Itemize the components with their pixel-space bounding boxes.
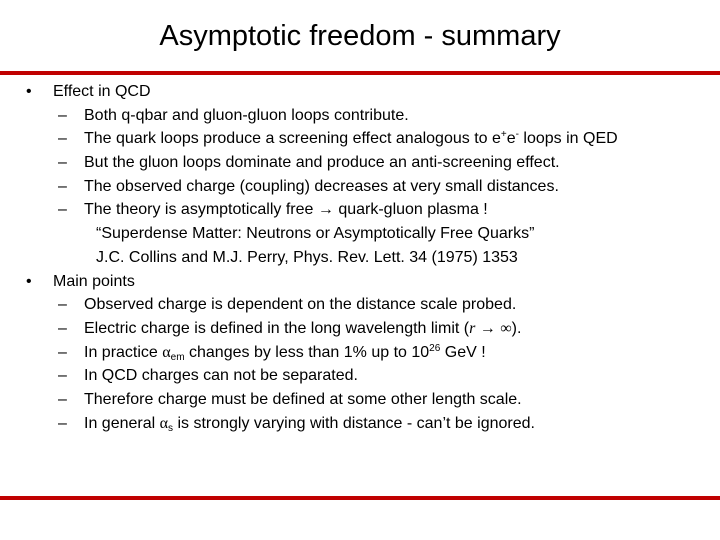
sub-item-text: In QCD charges can not be separated. <box>84 367 358 385</box>
variable-r: r <box>469 319 476 337</box>
sub-item-text-tail: quark-gluon plasma ! <box>333 201 488 219</box>
dash-mark: – <box>58 177 67 195</box>
dash-mark: – <box>58 106 67 124</box>
sub-item <box>26 341 706 365</box>
dash-mark: – <box>58 390 67 408</box>
slide-body <box>26 80 706 435</box>
sub-item-text: Observed charge is dependent on the distance scale probed. <box>84 296 517 314</box>
sub-item <box>26 388 706 412</box>
sub-item-text: The quark loops produce a screening effect analogous to e <box>84 130 501 148</box>
dash-mark: – <box>58 343 67 361</box>
sub-item <box>26 104 706 128</box>
sub-item-text: Therefore charge must be defined at some other length scale. <box>84 390 522 408</box>
slide-title: Asymptotic freedom - summary <box>159 20 561 52</box>
sub-item <box>26 127 706 151</box>
dash-mark: – <box>58 154 67 172</box>
sub-item-text-tail: is strongly varying with distance - can’t be ignored. <box>173 414 535 432</box>
bullet-label: Main points <box>53 272 135 290</box>
alpha-symbol: α <box>162 343 171 361</box>
citation-title: “Superdense Matter: Neutrons or Asymptotically Free Quarks” <box>96 225 535 243</box>
bullet-mark: • <box>26 83 32 100</box>
superscript-minus: - <box>515 129 519 141</box>
arrow-symbol: → <box>479 319 496 337</box>
sub-item <box>26 175 706 199</box>
sub-item <box>26 293 706 317</box>
bullet-main-points <box>26 270 706 294</box>
dash-mark: – <box>58 319 67 337</box>
alpha-symbol: α <box>159 414 168 432</box>
subscript-em: em <box>170 351 185 363</box>
infinity-symbol: ∞ <box>500 319 512 337</box>
sub-item-text: In practice <box>84 343 163 361</box>
dash-mark: – <box>58 296 67 314</box>
bullet-mark: • <box>26 272 32 290</box>
sub-item-text: Both q-qbar and gluon-gluon loops contribute. <box>84 106 409 124</box>
sub-item-text: But the gluon loops dominate and produce an anti-screening effect. <box>84 154 560 172</box>
sub-item-text-tail: loops in QED <box>518 130 618 148</box>
title-divider <box>0 71 720 75</box>
sub-item-text: The observed charge (coupling) decreases at very small distances. <box>84 177 559 195</box>
bullet-label: Effect in QCD <box>53 83 151 100</box>
sub-item-text-tail: GeV ! <box>440 343 486 361</box>
sub-item-text: In general <box>84 414 160 432</box>
sub-item-text: The theory is asymptotically free <box>84 201 314 219</box>
dash-mark: – <box>58 130 67 148</box>
sub-item <box>26 317 706 341</box>
dash-mark: – <box>58 414 67 432</box>
sub-item-text-tail: ). <box>511 319 522 337</box>
sub-item <box>26 364 706 388</box>
sub-item-text-mid: e <box>506 130 516 148</box>
sub-item <box>26 151 706 175</box>
arrow-symbol: → <box>317 201 334 219</box>
sub-item <box>26 412 706 436</box>
citation-reference: J.C. Collins and M.J. Perry, Phys. Rev. Lett. 34 (1975) 1353 <box>96 248 518 266</box>
sub-item <box>26 198 706 222</box>
superscript-plus: + <box>500 129 507 141</box>
sub-item-text-mid: changes by less than 1% up to 10 <box>184 343 430 361</box>
footer-divider <box>0 496 720 500</box>
sub-item-text: Electric charge is defined in the long wavelength limit ( <box>84 319 470 337</box>
bullet-effect-in-qcd <box>26 80 706 104</box>
dash-mark: – <box>58 201 67 219</box>
subscript-s: s <box>168 422 173 434</box>
dash-mark: – <box>58 367 67 385</box>
superscript-exponent: 26 <box>429 342 441 354</box>
